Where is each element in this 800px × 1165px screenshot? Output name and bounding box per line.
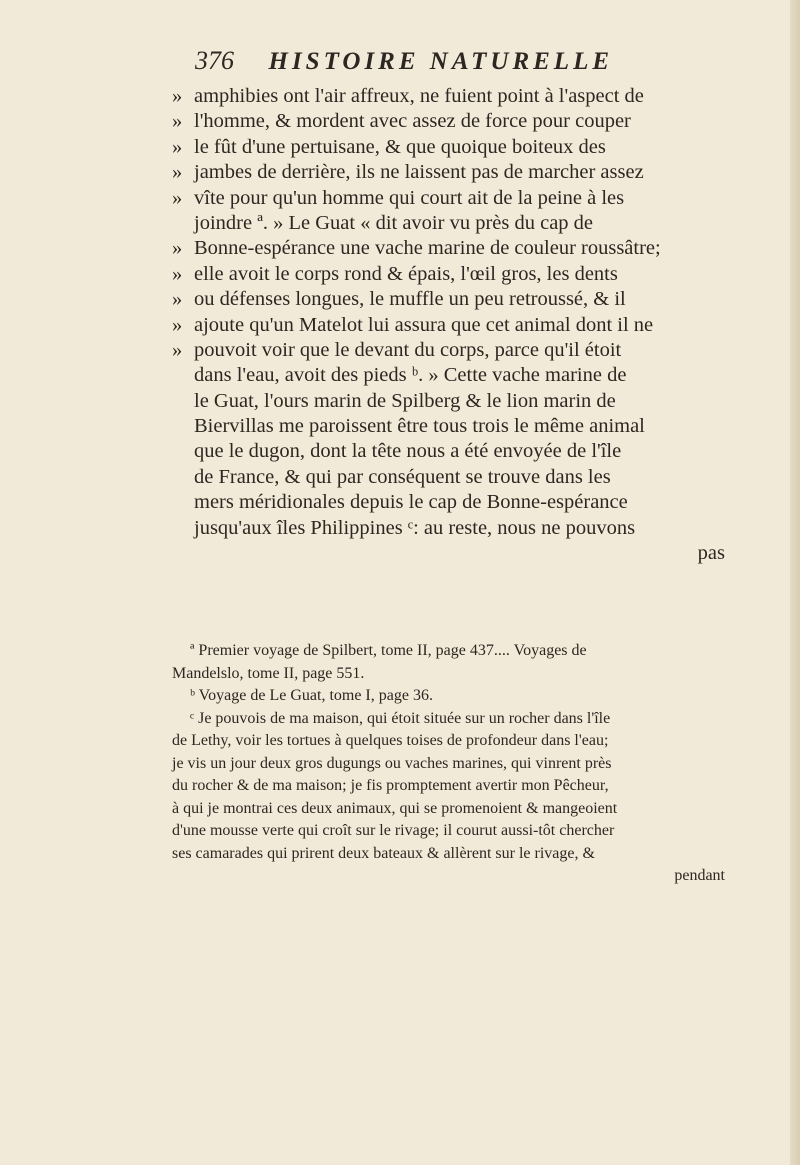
page-edge — [790, 0, 800, 1165]
catchword: pas — [697, 542, 725, 565]
quote-mark: » — [172, 288, 183, 311]
quote-mark: » — [172, 186, 183, 209]
text-line — [172, 287, 727, 312]
line-text: jambes de derrière, ils ne laissent pas de marcher assez — [194, 161, 644, 184]
text-line — [172, 439, 727, 464]
page-header — [195, 46, 615, 77]
text-line — [172, 363, 727, 388]
text-line — [172, 389, 727, 414]
quote-mark: » — [172, 313, 183, 336]
quote-mark: » — [172, 262, 183, 285]
line-text: mers méridionales depuis le cap de Bonne-espérance — [194, 491, 628, 514]
text-line — [172, 186, 727, 211]
line-text: Biervillas me paroissent être tous trois le même animal — [194, 415, 645, 438]
footnote-line: ᶜ Je pouvois de ma maison, qui étoit située sur un rocher dans l'île — [190, 709, 611, 727]
quote-mark: » — [172, 110, 183, 133]
line-text: amphibies ont l'air affreux, ne fuient point à l'aspect de — [194, 85, 644, 107]
quote-mark: » — [172, 161, 183, 184]
line-text: Bonne-espérance une vache marine de couleur roussâtre; — [194, 237, 661, 260]
quote-mark: » — [172, 237, 183, 260]
text-line — [172, 109, 727, 134]
text-line — [172, 262, 727, 287]
page-number: 376 — [195, 46, 234, 75]
line-text: jusqu'aux îles Philippines ᶜ: au reste, nous ne pouvons — [194, 516, 636, 539]
footnote-line: je vis un jour deux gros dugungs ou vaches marines, qui vinrent près — [172, 754, 612, 772]
footnote-line: d'une mousse verte qui croît sur le rivage; il courut aussi-tôt chercher — [172, 822, 615, 839]
line-text: elle avoit le corps rond & épais, l'œil gros, les dents — [194, 262, 618, 285]
text-line — [172, 490, 727, 515]
footnote-line: ᵇ Voyage de Le Guat, tome I, page 36. — [190, 687, 433, 704]
footnotes — [172, 640, 727, 888]
text-line — [172, 516, 727, 541]
footnote-line: de Lethy, voir les tortues à quelques toises de profondeur dans l'eau; — [172, 732, 609, 749]
line-text: de France, & qui par conséquent se trouve dans les — [194, 465, 611, 488]
text-line — [172, 465, 727, 490]
line-text: vîte pour qu'un homme qui court ait de la peine à les — [194, 186, 625, 209]
line-text: l'homme, & mordent avec assez de force pour couper — [194, 110, 631, 133]
quote-mark: » — [172, 85, 183, 107]
quote-mark: » — [172, 338, 183, 361]
text-line — [172, 135, 727, 160]
text-line — [172, 338, 727, 363]
quote-mark: » — [172, 135, 183, 158]
footnote-line: ses camarades qui prirent deux bateaux & allèrent sur le rivage, & — [172, 844, 595, 862]
running-title: HISTOIRE NATURELLE — [268, 48, 614, 75]
footnote-catchword: pendant — [674, 867, 725, 884]
text-line — [172, 211, 727, 236]
text-line — [172, 313, 727, 338]
line-text: pouvoit voir que le devant du corps, parce qu'il étoit — [194, 338, 622, 361]
line-text: ou défenses longues, le muffle un peu retroussé, & il — [194, 288, 626, 311]
body-text — [172, 84, 727, 566]
line-text: dans l'eau, avoit des pieds ᵇ. » Cette vache marine de — [194, 364, 627, 387]
footnote-line: ª Premier voyage de Spilbert, tome II, page 437.... Voyages de — [190, 642, 587, 659]
text-line — [172, 160, 727, 185]
line-text: le Guat, l'ours marin de Spilberg & le lion marin de — [194, 389, 616, 412]
text-line — [172, 84, 727, 109]
line-text: que le dugon, dont la tête nous a été envoyée de l'île — [194, 440, 622, 463]
footnote-line: du rocher & de ma maison; je fis promptement avertir mon Pêcheur, — [172, 777, 609, 794]
footnote-line: à qui je montrai ces deux animaux, qui se promenoient & mangeoient — [172, 799, 618, 817]
line-text: ajoute qu'un Matelot lui assura que cet animal dont il ne — [194, 313, 654, 336]
text-line — [172, 414, 727, 439]
text-line — [172, 236, 727, 261]
line-text: joindre ª. » Le Guat « dit avoir vu près du cap de — [194, 211, 594, 234]
line-text: le fût d'une pertuisane, & que quoique boiteux des — [194, 135, 606, 158]
footnote-line: Mandelslo, tome II, page 551. — [172, 664, 365, 682]
